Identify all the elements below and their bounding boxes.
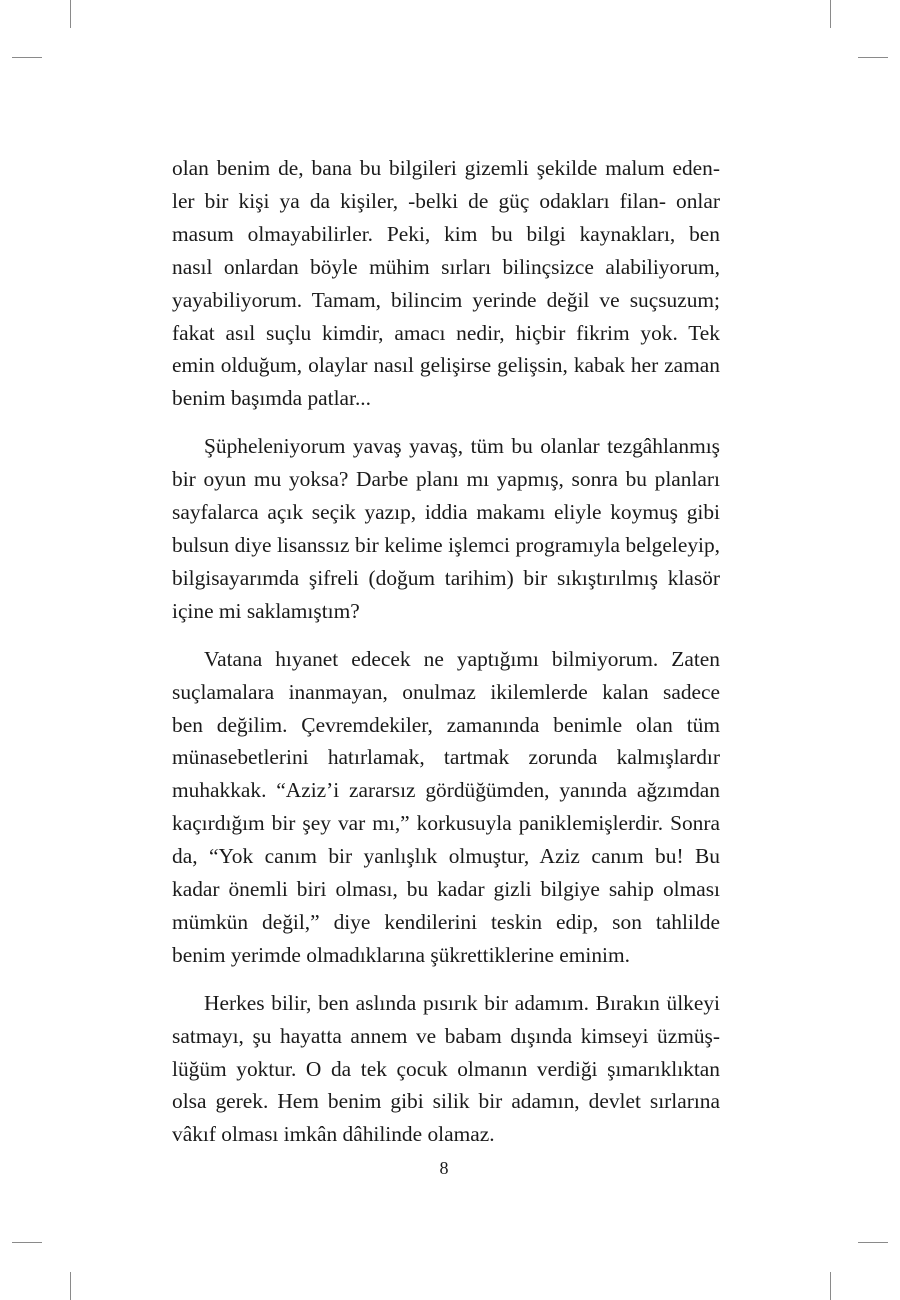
- text-line: da, “Yok canım bir yanlışlık olmuştur, Aziz canım bu! Bu: [172, 844, 720, 869]
- page-number: 8: [439, 1158, 449, 1178]
- text-line: suçlamalara inanmayan, onulmaz ikilemlerde kalan sadece: [172, 679, 720, 704]
- text-line: olsa gerek. Hem benim gibi silik bir adamın, devlet sırlarına: [172, 1089, 720, 1114]
- crop-mark: [830, 0, 831, 28]
- text-line: lüğüm yoktur. O da tek çocuk olmanın verdiği şımarıklıktan: [172, 1056, 720, 1081]
- text-line: masum olmayabilirler. Peki, kim bu bilgi kaynakları, ben: [172, 221, 720, 246]
- crop-mark: [70, 0, 71, 28]
- crop-mark: [858, 1242, 888, 1243]
- body-text: [172, 152, 720, 1166]
- text-line: içine mi saklamıştım?: [172, 598, 360, 623]
- text-line: fakat asıl suçlu kimdir, amacı nedir, hiçbir fikrim yok. Tek: [172, 320, 720, 345]
- text-line: yayabiliyorum. Tamam, bilincim yerinde değil ve suçsuzum;: [172, 287, 720, 312]
- crop-mark: [830, 1272, 831, 1300]
- text-line: sayfalarca açık seçik yazıp, iddia makamı eliyle koymuş gibi: [172, 500, 720, 525]
- text-line: nasıl onlardan böyle mühim sırları bilinçsizce alabiliyorum,: [172, 254, 720, 279]
- text-line: benim başımda patlar...: [172, 386, 372, 411]
- text-line: ler bir kişi ya da kişiler, -belki de güç odakları filan- onlar: [172, 188, 720, 213]
- text-line: Şüpheleniyorum yavaş yavaş, tüm bu olanlar tezgâhlanmış: [204, 434, 720, 459]
- crop-mark: [70, 1272, 71, 1300]
- crop-mark: [858, 57, 888, 58]
- text-line: vâkıf olması imkân dâhilinde olamaz.: [172, 1122, 495, 1147]
- text-line: ben değilim. Çevremdekiler, zamanında benimle olan tüm: [172, 712, 720, 737]
- paragraph-2: [172, 430, 720, 627]
- text-line: olan benim de, bana bu bilgileri gizemli şekilde malum eden-: [172, 156, 720, 180]
- text-line: mümkün değil,” diye kendilerini teskin edip, son tahlilde: [172, 909, 720, 934]
- crop-mark: [12, 1242, 42, 1243]
- text-line: Herkes bilir, ben aslında pısırık bir adamım. Bırakın ülkeyi: [204, 990, 720, 1015]
- text-line: muhakkak. “Aziz’i zararsız gördüğümden, yanında ağzımdan: [172, 778, 720, 803]
- text-line: satmayı, şu hayatta annem ve babam dışında kimseyi üzmüş-: [172, 1023, 720, 1048]
- text-line: bilgisayarımda şifreli (doğum tarihim) bir sıkıştırılmış klasör: [172, 565, 720, 590]
- text-line: kadar önemli biri olması, bu kadar gizli bilgiye sahip olması: [172, 877, 720, 902]
- paragraph-1: [172, 152, 720, 415]
- text-line: benim yerimde olmadıklarına şükrettiklerine eminim.: [172, 942, 630, 967]
- text-line: emin olduğum, olaylar nasıl gelişirse gelişsin, kabak her zaman: [172, 353, 720, 378]
- paragraph-4: [172, 987, 720, 1152]
- text-line: münasebetlerini hatırlamak, tartmak zorunda kalmışlardır: [172, 745, 720, 770]
- text-line: Vatana hıyanet edecek ne yaptığımı bilmiyorum. Zaten: [204, 646, 720, 671]
- text-line: bir oyun mu yoksa? Darbe planı mı yapmış, sonra bu planları: [172, 467, 720, 492]
- crop-mark: [12, 57, 42, 58]
- text-line: bulsun diye lisanssız bir kelime işlemci programıyla belgeleyip,: [172, 532, 720, 557]
- text-line: kaçırdığım bir şey var mı,” korkusuyla paniklemişlerdir. Sonra: [172, 811, 720, 836]
- paragraph-3: [172, 643, 720, 972]
